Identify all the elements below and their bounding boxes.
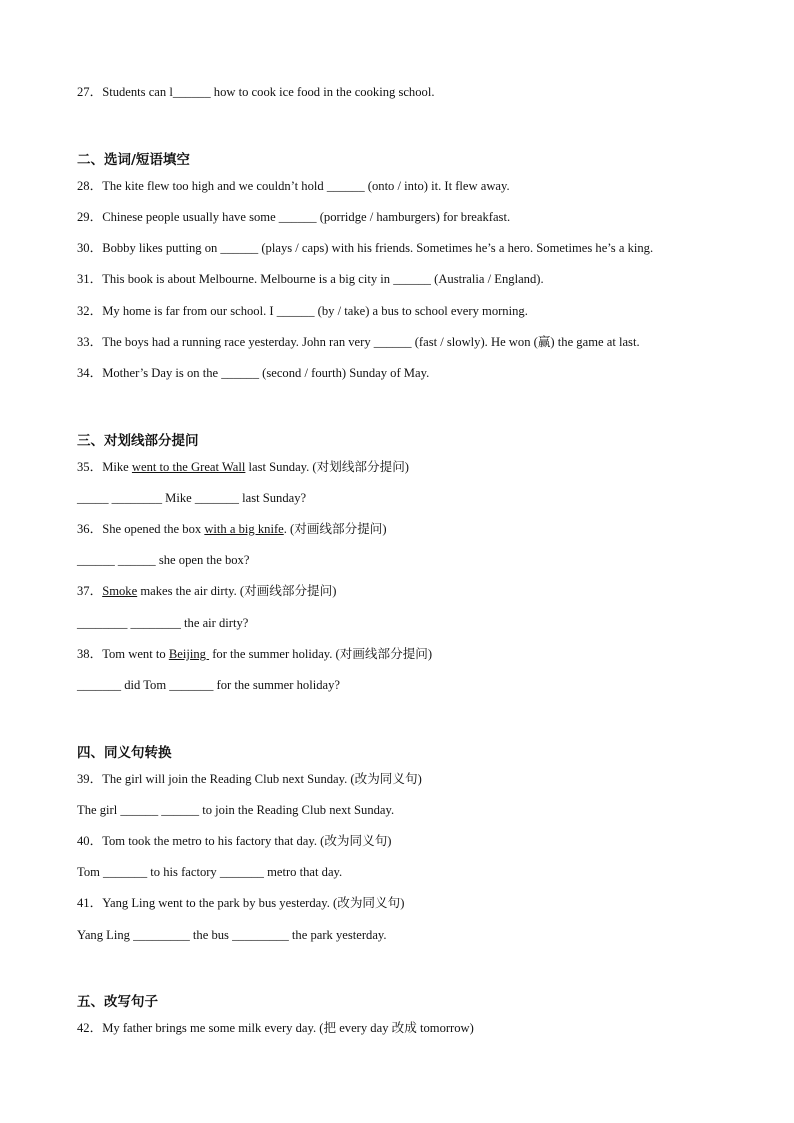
q42: 42．My father brings me some milk every day. (把 every day 改成 tomorrow): [77, 1021, 474, 1035]
underlined-part: with a big knife: [204, 522, 284, 536]
answer-38: _______ did Tom _______ for the summer holiday?: [77, 678, 340, 692]
q27: 27．Students can l______ how to cook ice food in the cooking school.: [77, 85, 435, 99]
q36: 36．She opened the box with a big knife. (对画线部分提问): [77, 522, 387, 536]
q34: 34．Mother’s Day is on the ______ (second / fourth) Sunday of May.: [77, 366, 430, 380]
answer-40: Tom _______ to his factory _______ metro that day.: [77, 865, 343, 879]
answer-35: _____ ________ Mike _______ last Sunday?: [77, 491, 307, 505]
section-heading-synonym: 四、同义句转换: [77, 745, 172, 761]
section-heading-question: 三、对划线部分提问: [77, 433, 199, 449]
q41: 41．Yang Ling went to the park by bus yesterday. (改为同义句): [77, 896, 405, 910]
answer-41: Yang Ling _________ the bus _________ the park yesterday.: [77, 928, 387, 942]
q32: 32．My home is far from our school. I ______ (by / take) a bus to school every morning.: [77, 304, 528, 318]
q33: 33．The boys had a running race yesterday. John ran very ______ (fast / slowly). He won (赢) the game at last.: [77, 335, 640, 349]
q29: 29．Chinese people usually have some ______ (porridge / hamburgers) for breakfast.: [77, 210, 511, 224]
q40: 40．Tom took the metro to his factory that day. (改为同义句): [77, 834, 392, 848]
answer-36: ______ ______ she open the box?: [77, 553, 250, 567]
answer-37: ________ ________ the air dirty?: [77, 616, 249, 630]
section-heading-fill-in: 二、选词/短语填空: [77, 152, 190, 168]
q38: 38．Tom went to Beijing for the summer holiday. (对画线部分提问): [77, 647, 433, 661]
section-heading-rewrite: 五、改写句子: [77, 994, 158, 1010]
q30: 30．Bobby likes putting on ______ (plays / caps) with his friends. Sometimes he’s a hero. Sometimes he’s a king.: [77, 241, 654, 255]
underlined-part: Smoke: [102, 584, 138, 598]
q31: 31．This book is about Melbourne. Melbourne is a big city in ______ (Australia / England).: [77, 272, 544, 286]
q28: 28．The kite flew too high and we couldn’t hold ______ (onto / into) it. It flew away.: [77, 179, 510, 193]
underlined-part: went to the Great Wall: [131, 460, 246, 474]
q35: 35．Mike went to the Great Wall last Sunday. (对划线部分提问): [77, 460, 409, 474]
answer-39: The girl ______ ______ to join the Reading Club next Sunday.: [77, 803, 395, 817]
underlined-part: Beijing: [168, 647, 210, 661]
q37: 37．Smoke makes the air dirty. (对画线部分提问): [77, 584, 337, 598]
q39: 39．The girl will join the Reading Club next Sunday. (改为同义句): [77, 772, 422, 786]
